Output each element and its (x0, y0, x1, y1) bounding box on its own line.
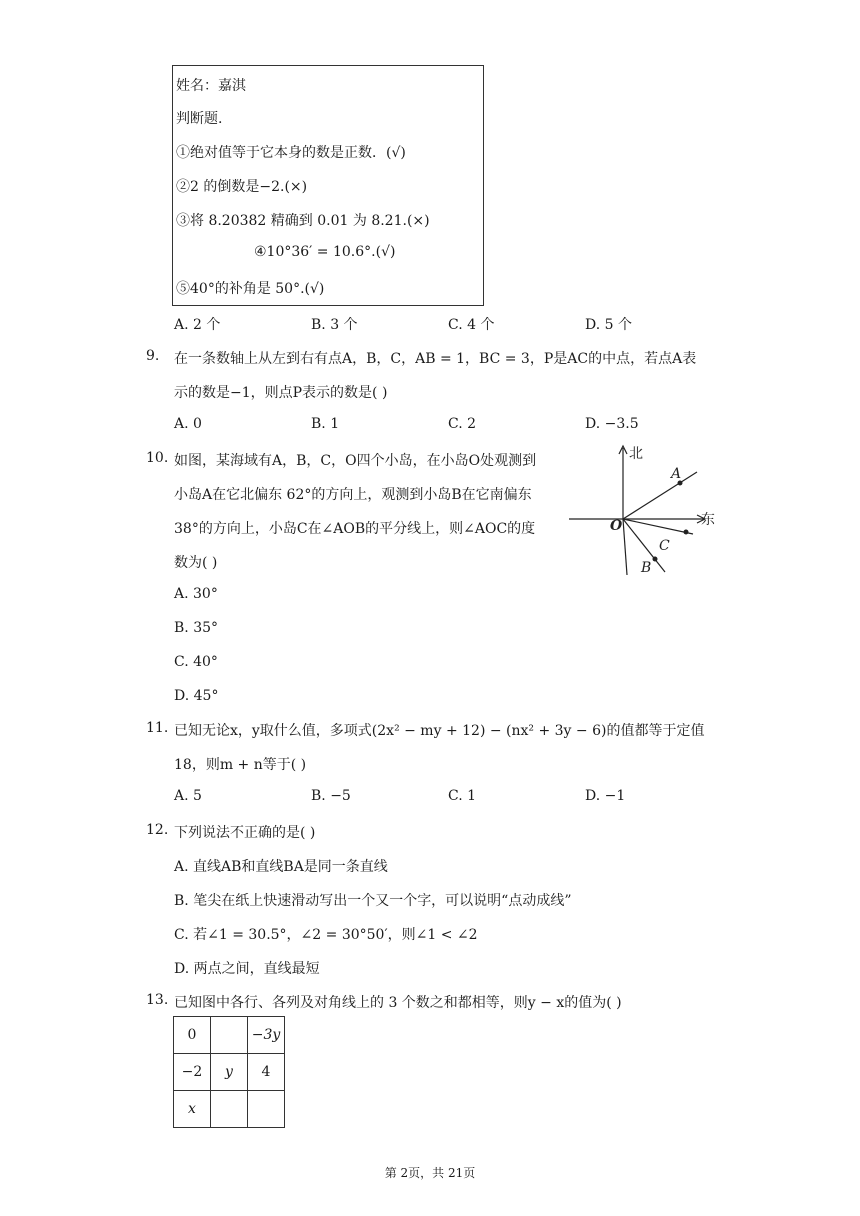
q11-option-b: B. −5 (311, 788, 351, 804)
label-b: B (641, 560, 652, 576)
label-east: 东 (701, 512, 715, 528)
q8-option-d: D. 5 个 (585, 317, 632, 333)
q9-option-d: D. −3.5 (585, 416, 639, 432)
grid-cell: −2 (174, 1054, 211, 1091)
q12-option-a: A. 直线AB和直线BA是同一条直线 (174, 859, 388, 875)
q12-option-c: C. 若∠1 = 30.5°，∠2 = 30°50′，则∠1 < ∠2 (174, 927, 478, 943)
q10-option-b: B. 35° (174, 620, 219, 636)
q8-option-a: A. 2 个 (174, 317, 221, 333)
q10-option-c: C. 40° (174, 654, 218, 670)
q10-stem-line3: 38°的方向上，小岛C在∠AOB的平分线上，则∠AOC的度 (174, 521, 536, 537)
grid-cell: 0 (174, 1017, 211, 1054)
box-line-name: 姓名：嘉淇 (176, 78, 246, 94)
grid-cell: 4 (248, 1054, 285, 1091)
q11-option-c: C. 1 (448, 788, 477, 804)
q9-option-c: C. 2 (448, 416, 477, 432)
q8-option-b: B. 3 个 (311, 317, 358, 333)
box-line-title: 判断题. (176, 111, 223, 127)
q12-number: 12. (146, 822, 169, 838)
q12-option-b: B. 笔尖在纸上快速滑动写出一个又一个字，可以说明“点动成线” (174, 893, 572, 909)
point-c (684, 530, 689, 535)
q10-stem-line2: 小岛A在它北偏东 62°的方向上，观测到小岛B在它南偏东 (174, 487, 532, 503)
grid-cell: x (174, 1091, 211, 1128)
box-line-3: ③将 8.20382 精确到 0.01 为 8.21.(×) (176, 213, 430, 229)
grid-cell: −3y (248, 1017, 285, 1054)
ray-south (623, 519, 627, 575)
box-line-2: ②2 的倒数是−2.(×) (176, 179, 308, 195)
q13-number: 13. (146, 992, 169, 1008)
q10-number: 10. (146, 450, 169, 466)
point-b (653, 557, 658, 562)
q11-stem-line2: 18，则m + n等于( ) (174, 757, 307, 773)
q10-option-a: A. 30° (174, 586, 218, 602)
q9-option-a: A. 0 (174, 416, 202, 432)
q11-option-d: D. −1 (585, 788, 626, 804)
q8-option-c: C. 4 个 (448, 317, 495, 333)
label-a: A (671, 466, 682, 482)
q13-stem: 已知图中各行、各列及对角线上的 3 个数之和都相等，则y − x的值为( ) (174, 995, 622, 1011)
q10-compass-figure (565, 440, 725, 580)
q12-stem: 下列说法不正确的是( ) (174, 825, 316, 841)
q9-number: 9. (146, 348, 160, 364)
q11-number: 11. (146, 720, 169, 736)
grid-cell (211, 1091, 248, 1128)
box-line-1: ①绝对值等于它本身的数是正数．(√) (176, 145, 406, 161)
ray-oa (623, 472, 697, 519)
grid-row (174, 1091, 285, 1128)
grid-cell (211, 1017, 248, 1054)
q10-option-d: D. 45° (174, 688, 219, 704)
q9-stem-line2: 示的数是−1，则点P表示的数是( ) (174, 385, 388, 401)
grid-cell (248, 1091, 285, 1128)
q12-option-d: D. 两点之间，直线最短 (174, 961, 320, 977)
grid-row (174, 1017, 285, 1054)
magic-square-grid (173, 1016, 285, 1128)
q10-stem-line4: 数为( ) (174, 555, 218, 571)
page-footer: 第 2页，共 21页 (384, 1166, 476, 1180)
q9-option-b: B. 1 (311, 416, 340, 432)
q11-stem-line1: 已知无论x，y取什么值，多项式(2x² − my + 12) − (nx² + 3y − 6)的值都等于定值 (174, 723, 705, 739)
label-c: C (659, 538, 670, 554)
box-line-5: ⑤40°的补角是 50°.(√) (176, 281, 325, 297)
q10-stem-line1: 如图，某海域有A，B，C，O四个小岛，在小岛O处观测到 (174, 453, 537, 469)
grid-row (174, 1054, 285, 1091)
box-line-4: ④10°36′ = 10.6°.(√) (254, 244, 396, 260)
q11-option-a: A. 5 (174, 788, 202, 804)
q9-stem-line1: 在一条数轴上从左到右有点A，B，C，AB = 1，BC = 3，P是AC的中点，若点A表 (174, 351, 697, 367)
label-o: O (610, 518, 623, 534)
label-north: 北 (629, 446, 643, 462)
grid-cell: y (211, 1054, 248, 1091)
